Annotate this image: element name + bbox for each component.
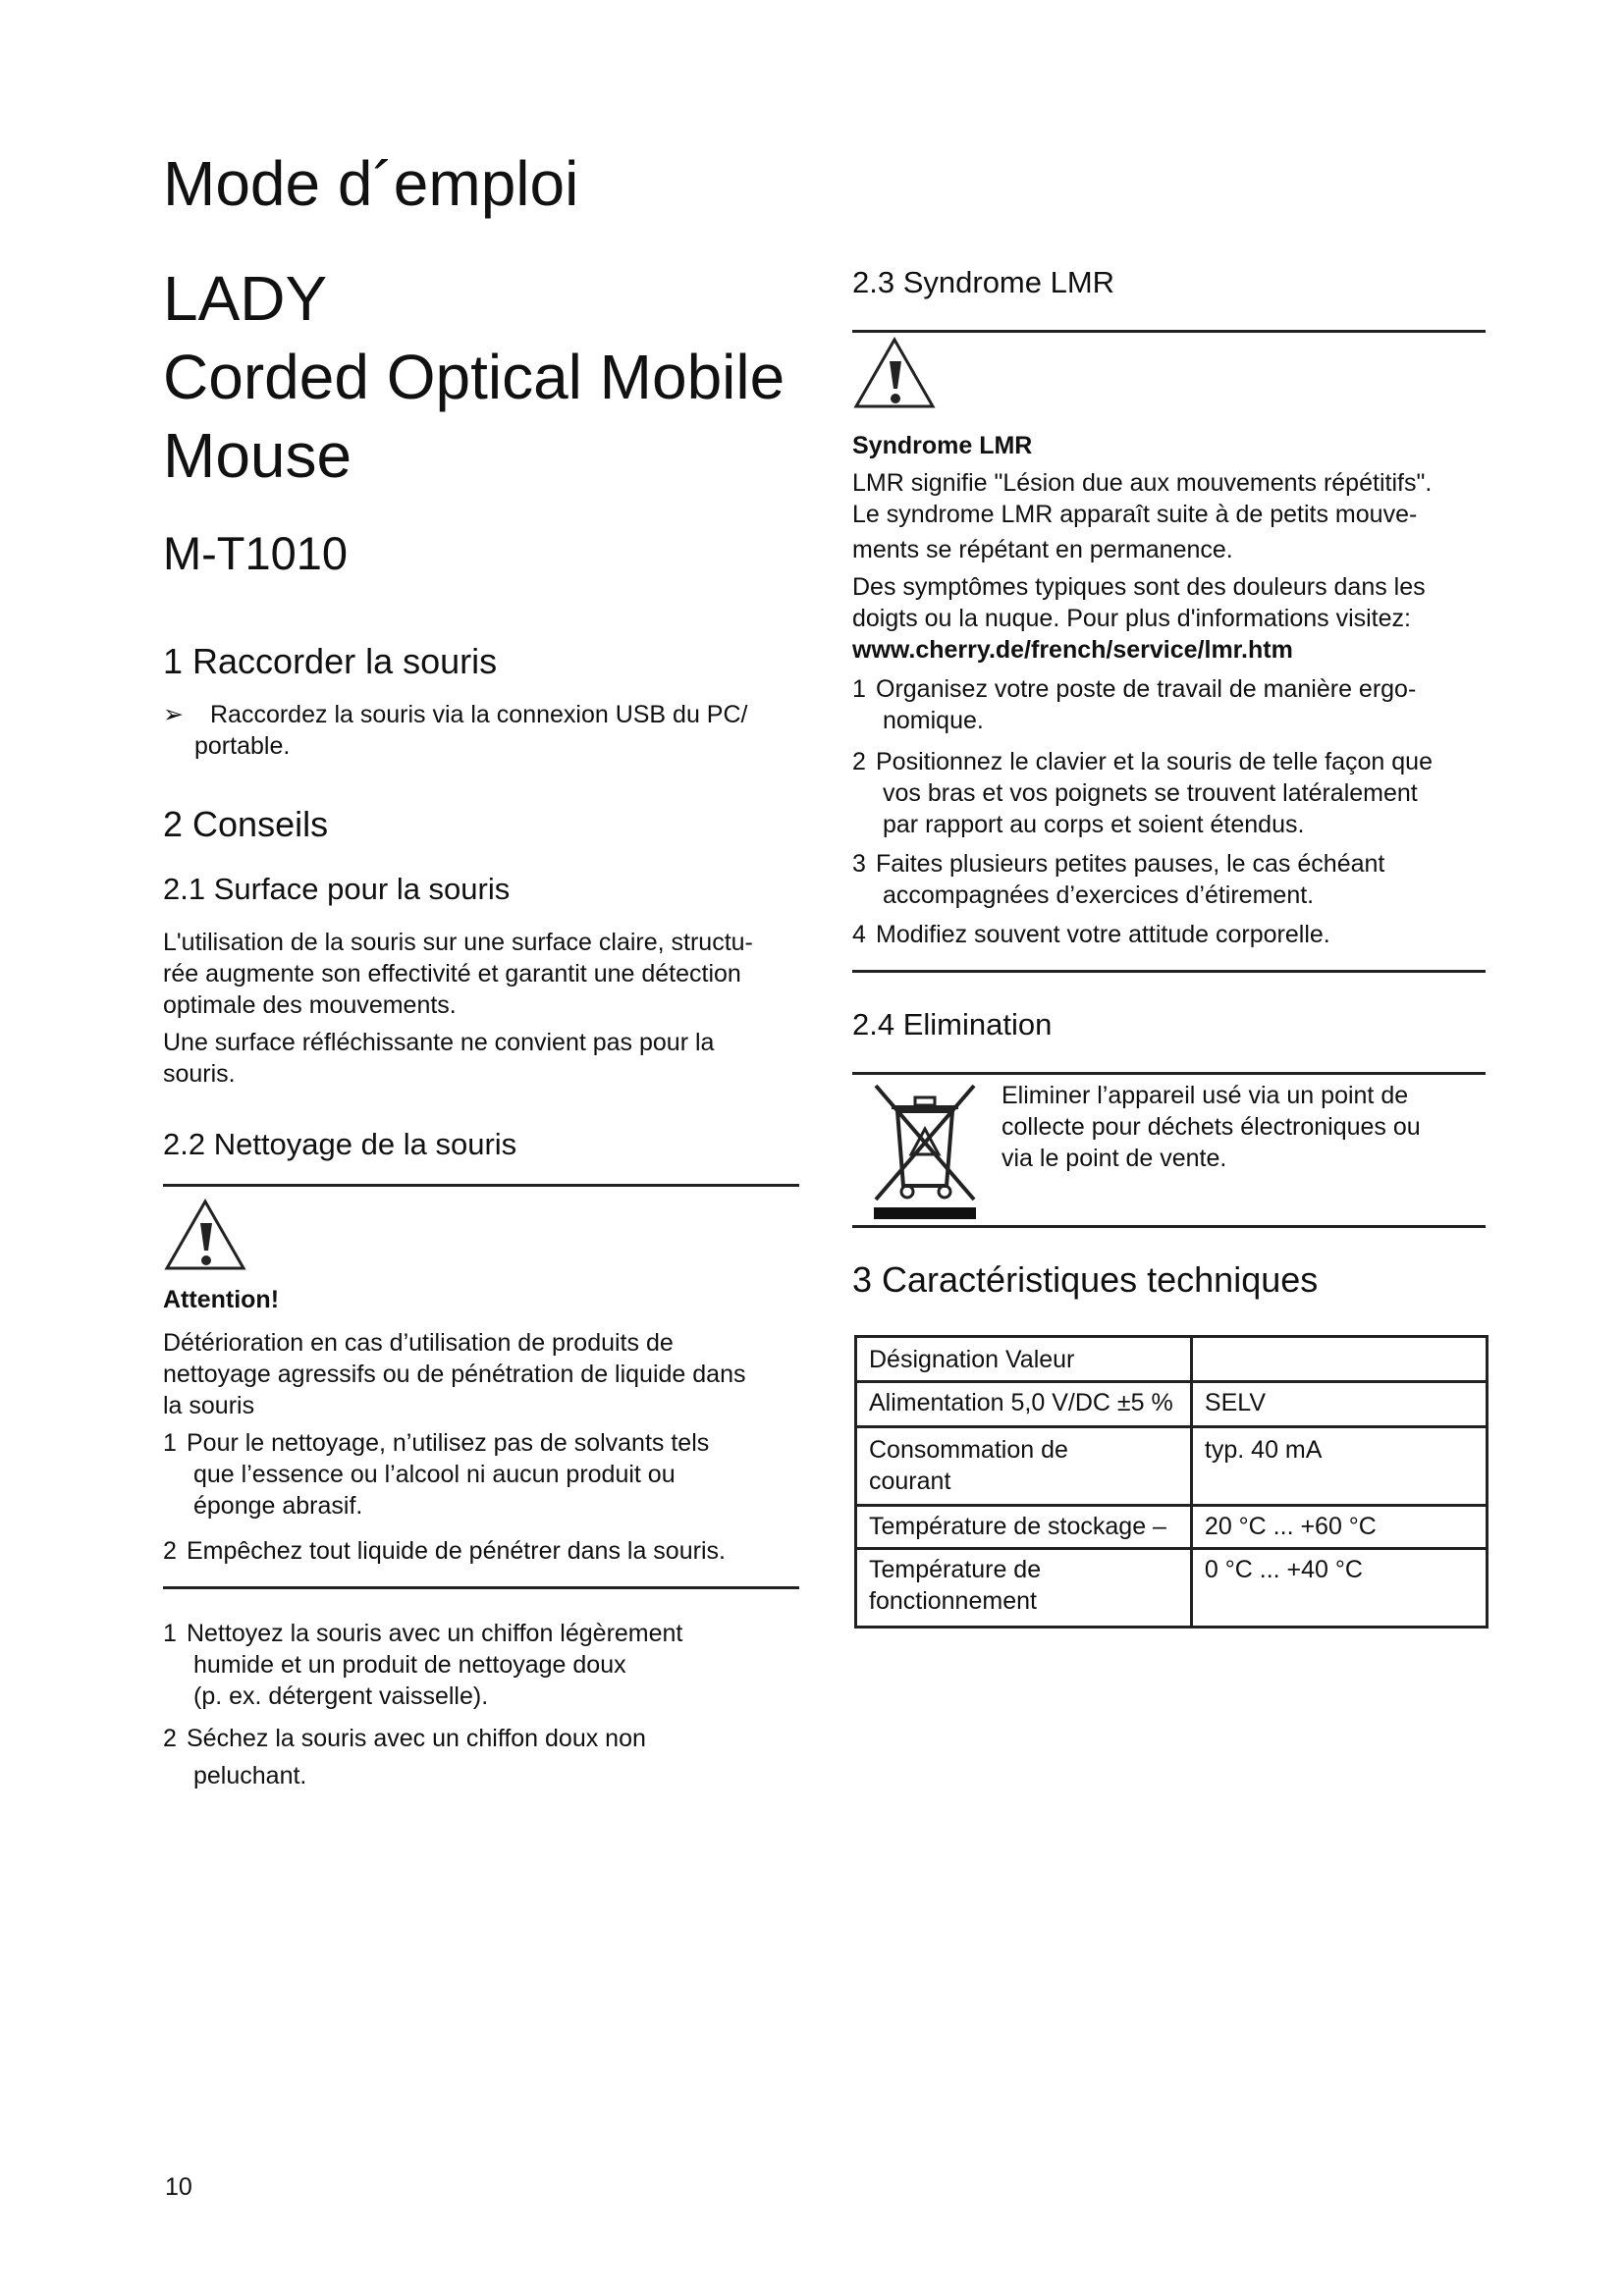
item-text: Nettoyez la souris avec un chiffon légèrement <box>187 1620 683 1647</box>
weee-crossed-bin-icon <box>868 1080 982 1221</box>
item-number: 1 <box>163 1620 177 1647</box>
text-line: collecte pour déchets électroniques ou <box>1001 1113 1421 1141</box>
section-2-1-heading: 2.1 Surface pour la souris <box>163 872 511 906</box>
item-number: 2 <box>163 1725 177 1752</box>
spec-table <box>854 1335 1489 1629</box>
list-item <box>163 1427 811 1522</box>
list-item <box>852 673 1500 736</box>
warning-text <box>163 1327 811 1421</box>
text-line: ments se répétant en permanence. <box>852 536 1233 563</box>
section-2-1-paragraph-2 <box>163 1027 811 1090</box>
list-item <box>163 1535 811 1567</box>
table-row <box>856 1549 1488 1628</box>
text-line: Détérioration en cas d’utilisation de produits de <box>163 1329 674 1357</box>
text-line: via le point de vente. <box>1001 1145 1227 1172</box>
table-cell: Consommation de courant <box>856 1427 1192 1506</box>
elimination-text <box>1001 1080 1492 1174</box>
item-text: Pour le nettoyage, n’utilisez pas de solvants tels <box>187 1429 710 1457</box>
bullet-text-line-2: portable. <box>194 732 291 760</box>
section-3-heading: 3 Caractéristiques techniques <box>852 1259 1319 1300</box>
item-text: éponge abrasif. <box>193 1492 363 1520</box>
list-item <box>163 1720 811 1794</box>
text-line: la souris <box>163 1392 255 1419</box>
warning-triangle-icon <box>163 1196 247 1272</box>
warning-title: Attention! <box>163 1286 280 1313</box>
section-2-2-heading: 2.2 Nettoyage de la souris <box>163 1127 517 1161</box>
text-line: L'utilisation de la souris sur une surface claire, structu- <box>163 929 753 956</box>
warning-divider-bottom <box>852 970 1486 973</box>
section-1-bullet <box>163 699 811 762</box>
table-header-row <box>856 1337 1488 1382</box>
text-line: Le syndrome LMR apparaît suite à de petits mouve- <box>852 501 1418 528</box>
product-name <box>163 259 785 495</box>
table-cell: Température de fonctionnement <box>856 1549 1192 1628</box>
warning-title: Syndrome LMR <box>852 432 1033 459</box>
item-number: 2 <box>852 748 866 775</box>
table-row <box>856 1506 1488 1549</box>
table-row <box>856 1427 1488 1506</box>
table-cell: 20 °C ... +60 °C <box>1191 1506 1487 1549</box>
section-2-4-heading: 2.4 Elimination <box>852 1007 1053 1041</box>
table-row <box>856 1382 1488 1427</box>
section-2-3-paragraph-1 <box>852 467 1500 565</box>
table-cell: typ. 40 mA <box>1191 1427 1487 1506</box>
list-item <box>163 1618 811 1712</box>
item-text: Séchez la souris avec un chiffon doux non <box>187 1725 646 1752</box>
text-line: doigts ou la nuque. Pour plus d'informations visitez: <box>852 605 1411 632</box>
text-line: souris. <box>163 1060 236 1088</box>
warning-divider-top <box>163 1184 799 1187</box>
item-text: Organisez votre poste de travail de manière ergo- <box>876 675 1417 703</box>
item-text: Faites plusieurs petites pauses, le cas échéant <box>876 850 1385 878</box>
page-number: 10 <box>165 2173 192 2201</box>
table-header-cell: Désignation Valeur <box>856 1337 1192 1382</box>
arrow-bullet-icon: ➢ <box>163 701 184 728</box>
section-1-heading: 1 Raccorder la souris <box>163 641 498 681</box>
warning-triangle-icon <box>852 334 937 410</box>
item-text: humide et un produit de nettoyage doux <box>193 1651 626 1679</box>
item-number: 1 <box>163 1429 177 1457</box>
item-text: accompagnées d’exercices d’étirement. <box>883 881 1315 909</box>
text-line: optimale des mouvements. <box>163 991 457 1019</box>
section-2-3-paragraph-2 <box>852 571 1500 666</box>
text-line: rée augmente son effectivité et garantit une détection <box>163 960 741 988</box>
list-item <box>852 848 1500 911</box>
model-number: M-T1010 <box>163 527 349 579</box>
item-text: peluchant. <box>193 1762 307 1789</box>
text-line: Eliminer l’appareil usé via un point de <box>1001 1082 1409 1109</box>
item-number: 2 <box>163 1537 177 1565</box>
item-text: Positionnez le clavier et la souris de telle façon que <box>876 748 1433 775</box>
table-cell: Alimentation 5,0 V/DC ±5 % <box>856 1382 1192 1427</box>
item-text: vos bras et vos poignets se trouvent latéralement <box>883 779 1418 807</box>
product-name-line-2: Corded Optical Mobile <box>163 342 785 412</box>
table-cell: 0 °C ... +40 °C <box>1191 1549 1487 1628</box>
list-item <box>852 919 1500 950</box>
section-2-3-heading: 2.3 Syndrome LMR <box>852 265 1115 299</box>
item-number: 1 <box>852 675 866 703</box>
section-2-heading: 2 Conseils <box>163 804 329 844</box>
section-2-1-paragraph-1 <box>163 927 811 1021</box>
list-item <box>852 746 1500 840</box>
item-text: Modifiez souvent votre attitude corporelle. <box>876 921 1330 948</box>
product-name-line-1: LADY <box>163 263 328 334</box>
item-number: 4 <box>852 921 866 948</box>
text-line: LMR signifie "Lésion due aux mouvements répétitifs". <box>852 469 1433 497</box>
warning-divider-bottom <box>163 1586 799 1589</box>
item-text: que l’essence ou l’alcool ni aucun produit ou <box>193 1461 676 1488</box>
table-cell: SELV <box>1191 1382 1487 1427</box>
text-line: Des symptômes typiques sont des douleurs dans les <box>852 573 1426 601</box>
elimination-divider-bottom <box>852 1225 1486 1228</box>
text-line: nettoyage agressifs ou de pénétration de liquide dans <box>163 1361 746 1388</box>
elimination-divider-top <box>852 1072 1486 1075</box>
item-text: Empêchez tout liquide de pénétrer dans la souris. <box>187 1537 726 1565</box>
bullet-text-line-1: Raccordez la souris via la connexion USB du PC/ <box>210 701 748 728</box>
item-text: nomique. <box>883 707 984 734</box>
item-number: 3 <box>852 850 866 878</box>
text-line: Une surface réfléchissante ne convient pas pour la <box>163 1029 715 1056</box>
product-name-line-3: Mouse <box>163 420 352 491</box>
item-text: par rapport au corps et soient étendus. <box>883 811 1305 838</box>
table-cell: Température de stockage – <box>856 1506 1192 1549</box>
document-title: Mode d´emploi <box>163 148 579 219</box>
warning-divider-top <box>852 330 1486 333</box>
lmr-info-link[interactable]: www.cherry.de/french/service/lmr.htm <box>852 636 1293 664</box>
table-header-cell <box>1191 1337 1487 1382</box>
item-text: (p. ex. détergent vaisselle). <box>193 1682 489 1710</box>
